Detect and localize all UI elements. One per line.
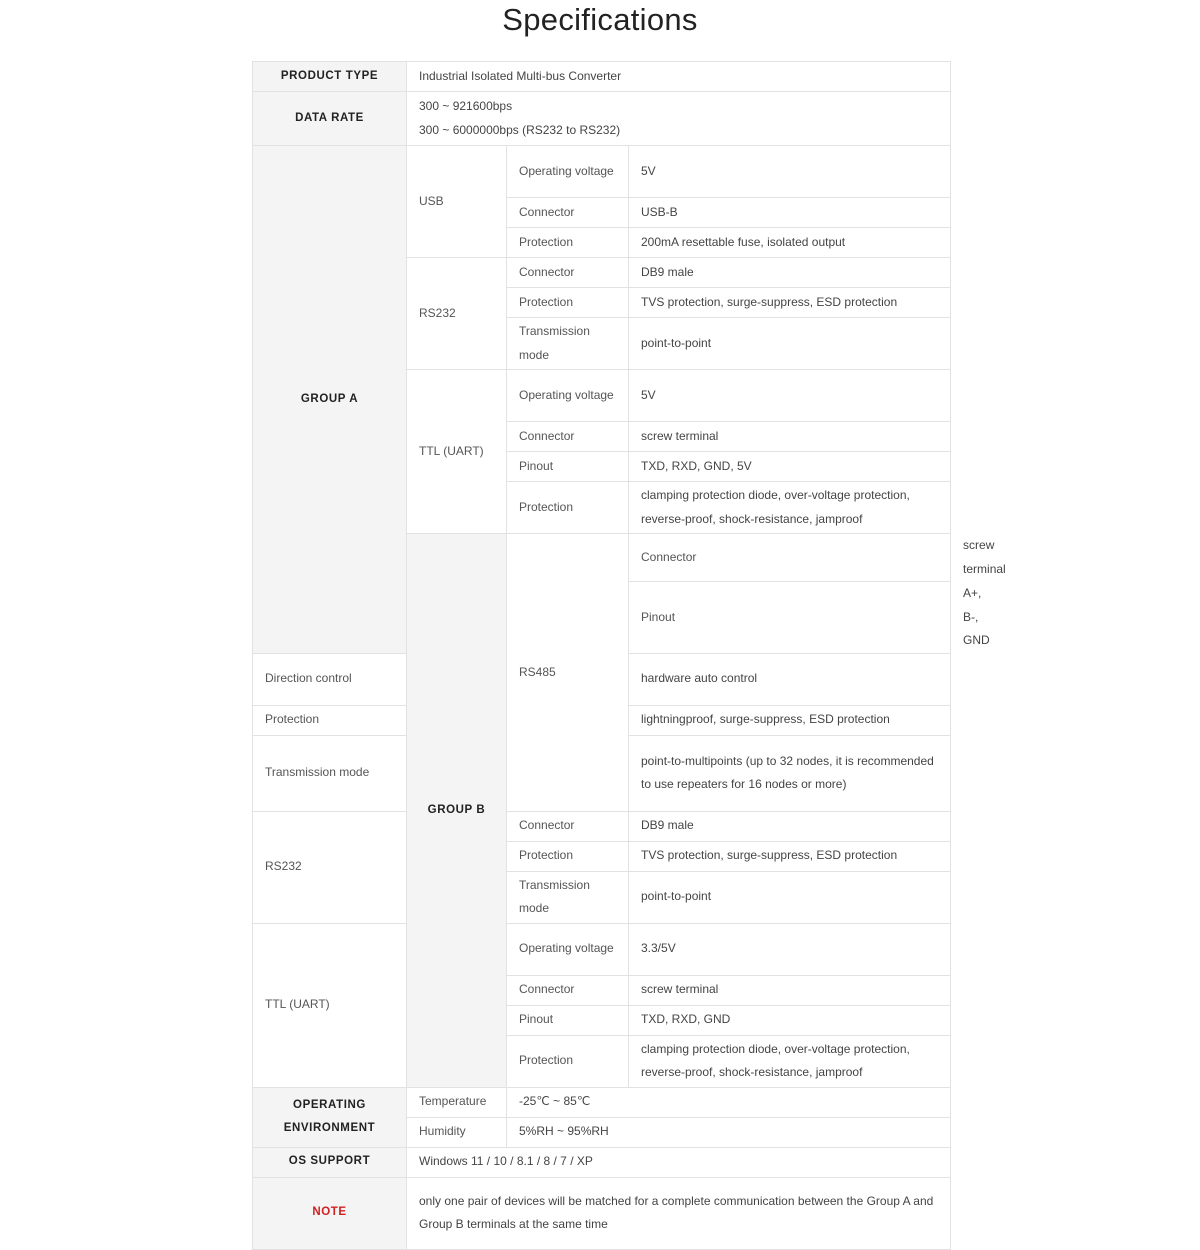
a-ttl-connector: screw terminal bbox=[629, 422, 951, 452]
a-ttl-protection: clamping protection diode, over-voltage protection, reverse-proof, shock-resistance, jamproof bbox=[629, 482, 951, 534]
b-ttl-voltage-label: Operating voltage bbox=[507, 923, 629, 975]
environment-label: OPERATING ENVIRONMENT bbox=[253, 1087, 407, 1147]
row-a-usb-voltage bbox=[253, 146, 951, 198]
b-ttl-pinout-label: Pinout bbox=[507, 1005, 629, 1035]
data-rate-label: DATA RATE bbox=[253, 92, 407, 146]
a-usb-connector: USB-B bbox=[629, 198, 951, 228]
row-b-rs485-pinout: Pinout A+, B-, GND bbox=[253, 582, 951, 654]
group-b-rs485: RS485 bbox=[507, 534, 629, 812]
row-b-rs485-connector: GROUP B RS485 Connector screw terminal bbox=[253, 534, 951, 582]
row-product-type bbox=[253, 62, 951, 92]
b-rs232-mode-label: Transmission mode bbox=[507, 871, 629, 923]
env-temp-label: Temperature bbox=[407, 1087, 507, 1117]
page-title: Specifications bbox=[502, 2, 698, 37]
row-note bbox=[253, 1177, 951, 1249]
a-rs232-protection: TVS protection, surge-suppress, ESD protection bbox=[629, 288, 951, 318]
a-usb-voltage-label: Operating voltage bbox=[507, 146, 629, 198]
b-rs485-mode: point-to-multipoints (up to 32 nodes, it is recommended to use repeaters for 16 nodes or more) bbox=[629, 735, 951, 811]
env-temp: -25℃ ~ 85℃ bbox=[507, 1087, 951, 1117]
a-rs232-connector: DB9 male bbox=[629, 258, 951, 288]
b-rs485-pinout-label: Pinout bbox=[629, 582, 951, 654]
note-value: only one pair of devices will be matched for a complete communication between the Group A and Group B terminals at the same time bbox=[407, 1177, 951, 1249]
a-usb-voltage: 5V bbox=[629, 146, 951, 198]
a-rs232-connector-label: Connector bbox=[507, 258, 629, 288]
b-rs485-connector-label: Connector bbox=[629, 534, 951, 582]
a-ttl-voltage: 5V bbox=[629, 370, 951, 422]
row-data-rate bbox=[253, 92, 951, 146]
b-ttl-connector-label: Connector bbox=[507, 975, 629, 1005]
b-rs232-connector: DB9 male bbox=[629, 811, 951, 841]
os-support-label: OS SUPPORT bbox=[253, 1147, 407, 1177]
group-b-ttl: TTL (UART) bbox=[253, 923, 407, 1087]
group-a-rs232: RS232 bbox=[407, 258, 507, 370]
b-rs232-protection-label: Protection bbox=[507, 841, 629, 871]
a-ttl-pinout: TXD, RXD, GND, 5V bbox=[629, 452, 951, 482]
b-ttl-pinout: TXD, RXD, GND bbox=[629, 1005, 951, 1035]
row-env-temperature bbox=[253, 1087, 951, 1117]
group-a-usb: USB bbox=[407, 146, 507, 258]
b-rs485-protection: lightningproof, surge-suppress, ESD protection bbox=[629, 705, 951, 735]
row-b-ttl-voltage bbox=[253, 923, 951, 975]
a-ttl-connector-label: Connector bbox=[507, 422, 629, 452]
a-rs232-protection-label: Protection bbox=[507, 288, 629, 318]
b-ttl-protection: clamping protection diode, over-voltage protection, reverse-proof, shock-resistance, jamproof bbox=[629, 1035, 951, 1087]
b-rs232-connector-label: Connector bbox=[507, 811, 629, 841]
a-usb-protection-label: Protection bbox=[507, 228, 629, 258]
data-rate-line1: 300 ~ 921600bps bbox=[419, 99, 513, 113]
group-a-label: GROUP A bbox=[253, 146, 407, 654]
b-rs485-protection-label: Protection bbox=[253, 705, 407, 735]
a-ttl-protection-label: Protection bbox=[507, 482, 629, 534]
b-rs485-direction-label: Direction control bbox=[253, 653, 407, 705]
row-b-rs232-connector bbox=[253, 811, 951, 841]
data-rate-line2: 300 ~ 6000000bps (RS232 to RS232) bbox=[419, 122, 621, 137]
b-rs485-direction: hardware auto control bbox=[629, 653, 951, 705]
product-type-label: PRODUCT TYPE bbox=[253, 62, 407, 92]
group-a-ttl: TTL (UART) bbox=[407, 370, 507, 534]
os-support-value: Windows 11 / 10 / 8.1 / 8 / 7 / XP bbox=[407, 1147, 951, 1177]
b-rs232-protection: TVS protection, surge-suppress, ESD protection bbox=[629, 841, 951, 871]
note-label: NOTE bbox=[253, 1177, 407, 1249]
b-rs232-mode: point-to-point bbox=[629, 871, 951, 923]
env-humidity-label: Humidity bbox=[407, 1117, 507, 1147]
env-humidity: 5%RH ~ 95%RH bbox=[507, 1117, 951, 1147]
b-ttl-voltage: 3.3/5V bbox=[629, 923, 951, 975]
product-type-value: Industrial Isolated Multi-bus Converter bbox=[407, 62, 951, 92]
b-rs485-mode-label: Transmission mode bbox=[253, 735, 407, 811]
a-ttl-voltage-label: Operating voltage bbox=[507, 370, 629, 422]
group-b-label: GROUP B bbox=[407, 534, 507, 1088]
row-os-support bbox=[253, 1147, 951, 1177]
a-rs232-mode-label: Transmission mode bbox=[507, 318, 629, 370]
a-usb-protection: 200mA resettable fuse, isolated output bbox=[629, 228, 951, 258]
a-ttl-pinout-label: Pinout bbox=[507, 452, 629, 482]
b-ttl-connector: screw terminal bbox=[629, 975, 951, 1005]
b-ttl-protection-label: Protection bbox=[507, 1035, 629, 1087]
spec-table bbox=[252, 61, 1006, 1250]
data-rate-value bbox=[407, 92, 951, 146]
a-usb-connector-label: Connector bbox=[507, 198, 629, 228]
a-rs232-mode: point-to-point bbox=[629, 318, 951, 370]
group-b-rs232: RS232 bbox=[253, 811, 407, 923]
